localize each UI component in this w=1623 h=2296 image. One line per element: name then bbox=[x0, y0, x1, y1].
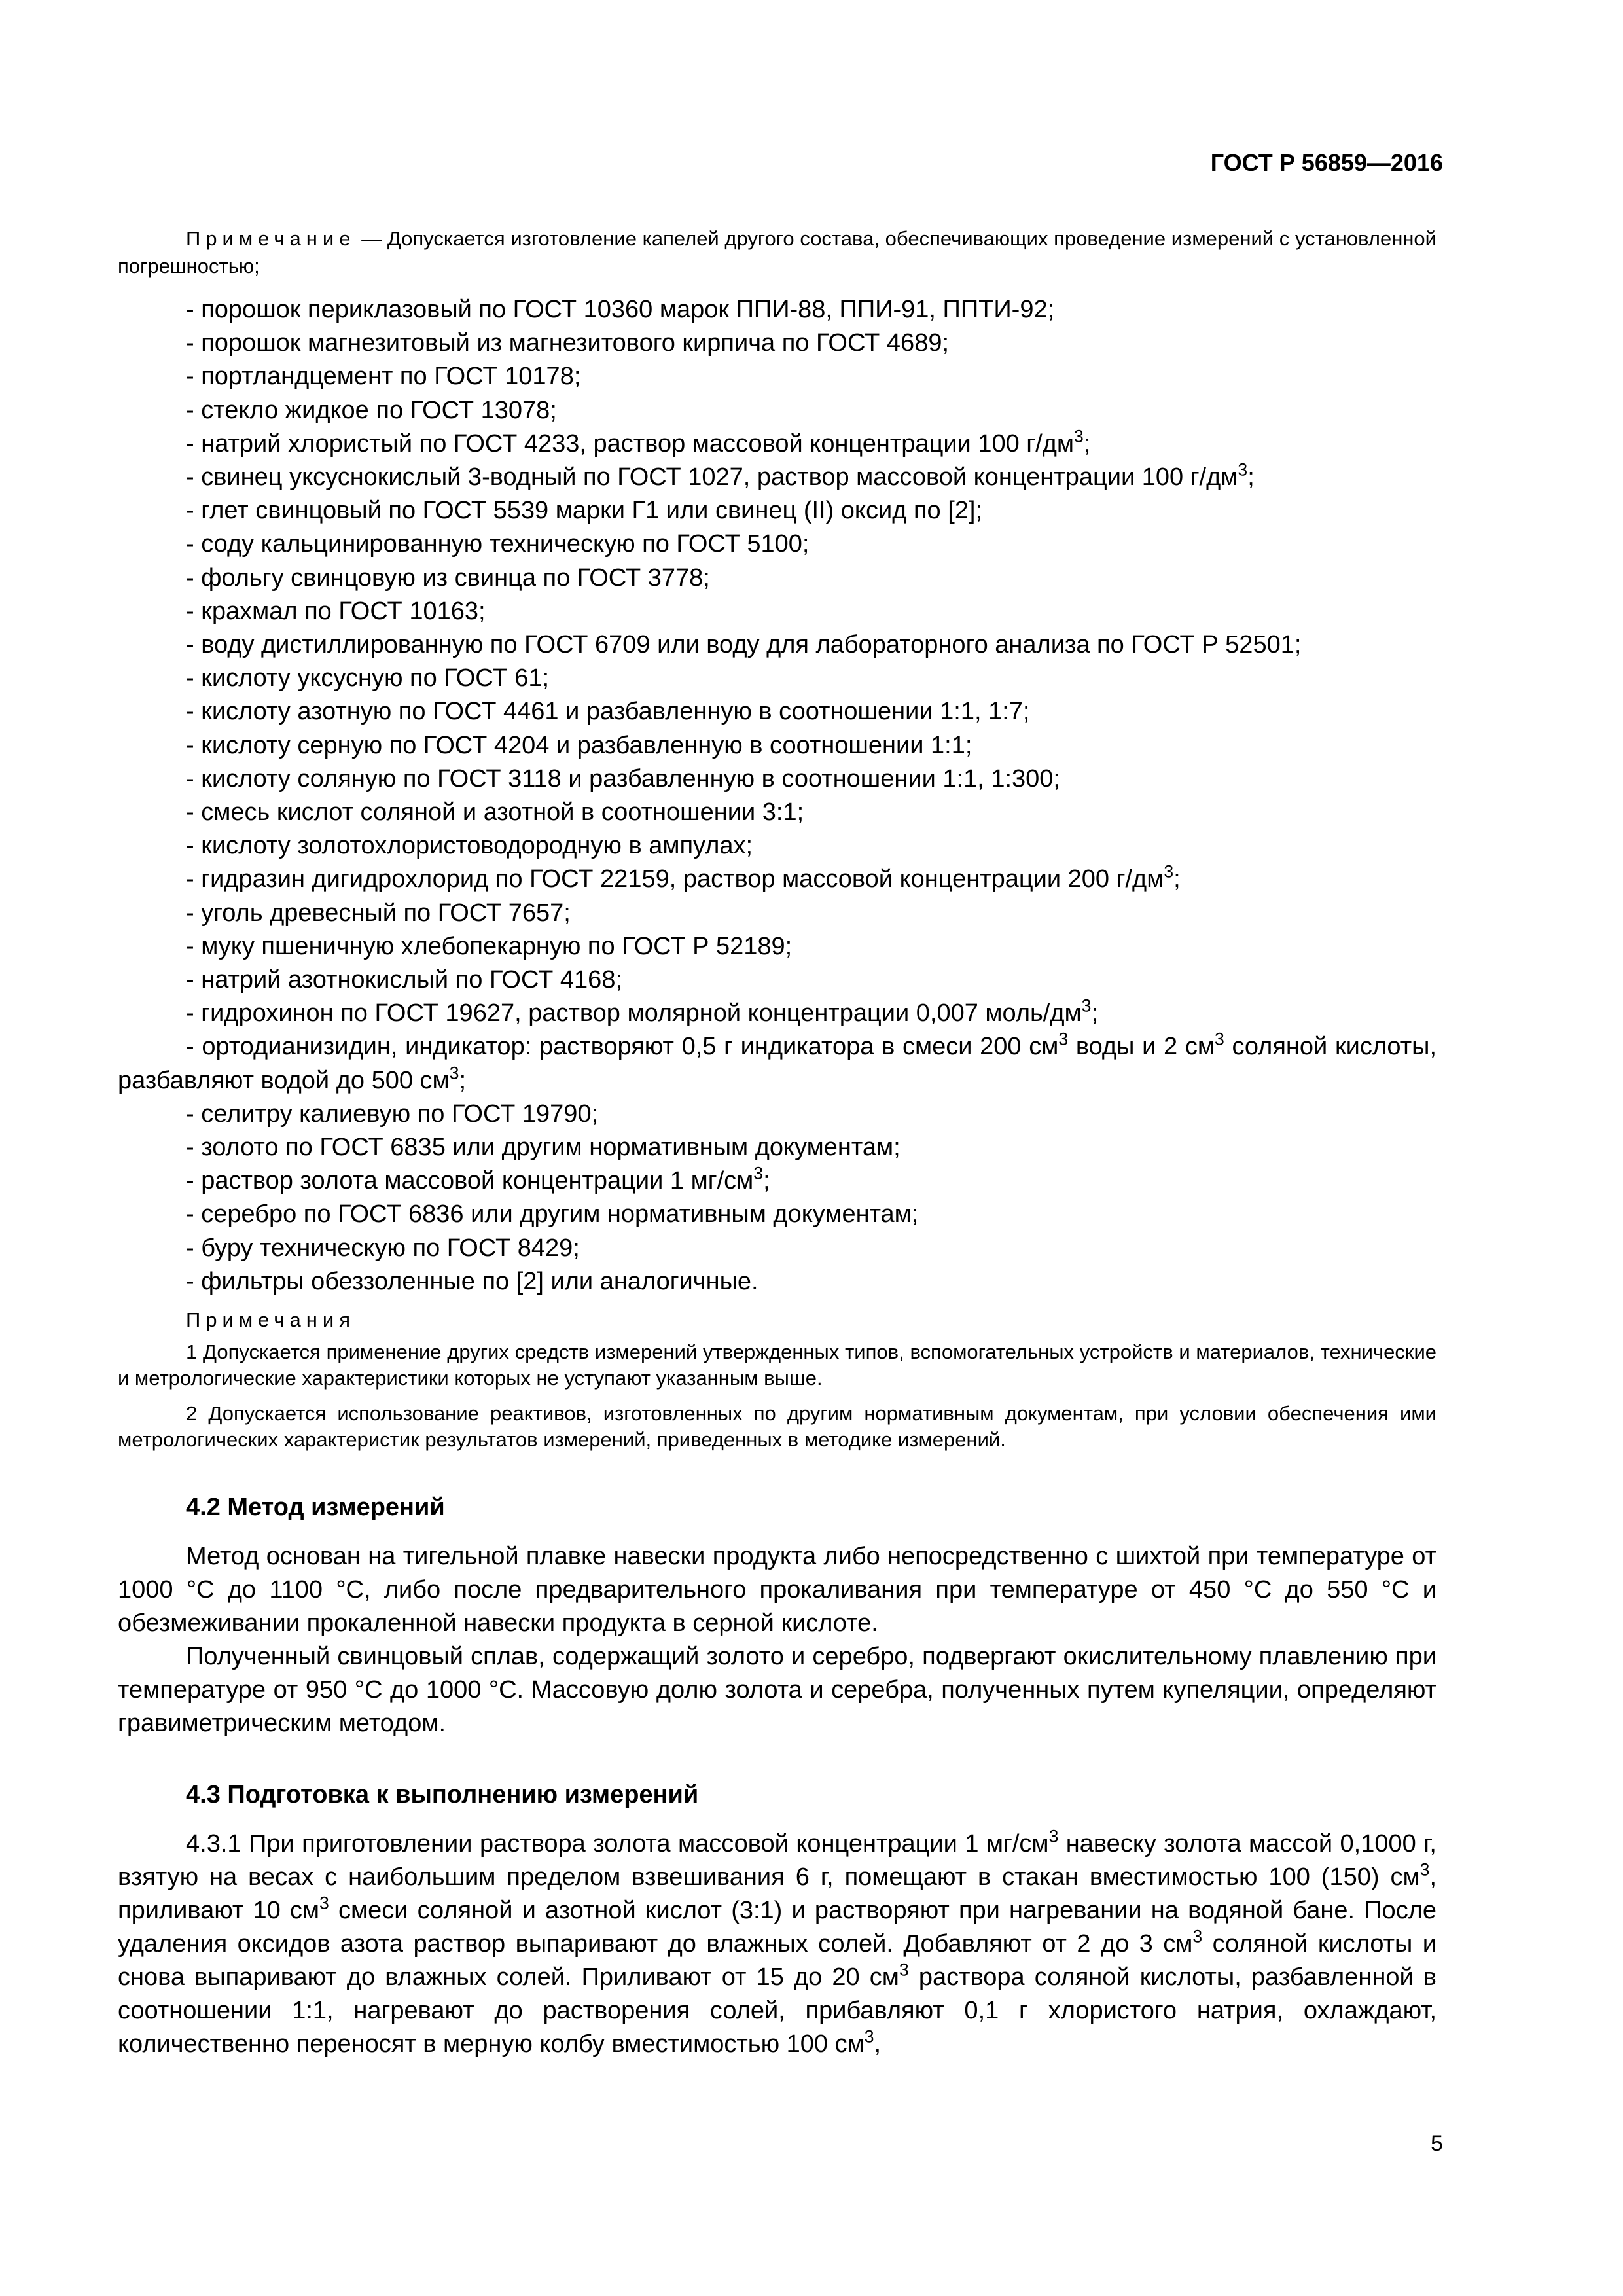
reagent-list-item bbox=[118, 662, 1436, 695]
reagent-list-item bbox=[118, 963, 1436, 997]
note-item-1: 1 Допускается применение других средств измерений утвержденных типов, вспомогательных устройств и материалов, технические и метрологические характеристики которых не уступают указанным выше. bbox=[118, 1340, 1436, 1390]
reagent-text: ; bbox=[1173, 865, 1181, 893]
superscript: 3 bbox=[1164, 861, 1174, 882]
superscript: 3 bbox=[1419, 1859, 1430, 1880]
reagent-text: - кислоту уксусную по ГОСТ 61; bbox=[186, 664, 550, 692]
reagent-text: - раствор золота массовой концентрации 1 мг/см bbox=[186, 1167, 754, 1195]
text-span: смеси соляной и азотной кислот (3:1) и растворяют при нагревании на водяной бане. После удаления оксидов азота раствор выпаривают до влажных солей. Добавляют от 2 до 3 см bbox=[118, 1897, 1436, 1958]
reagent-text: - буру техническую по ГОСТ 8429; bbox=[186, 1234, 580, 1262]
reagent-text: - фильтры обеззоленные по [2] или аналогичные. bbox=[186, 1267, 758, 1295]
section-heading-4-2: 4.2 Метод измерений bbox=[186, 1494, 445, 1522]
reagent-list-item bbox=[118, 494, 1436, 528]
paragraph-4-3-1 bbox=[118, 1827, 1436, 2061]
reagent-text: - ортодианизидин, индикатор: растворяют 0,5 г индикатора в смеси 200 см bbox=[186, 1033, 1059, 1061]
reagent-list-item bbox=[118, 327, 1436, 360]
reagent-list-item bbox=[118, 461, 1436, 494]
notes-heading: Примечания bbox=[186, 1308, 355, 1332]
document-id: ГОСТ Р 56859—2016 bbox=[1210, 149, 1443, 176]
superscript: 3 bbox=[1048, 1826, 1059, 1846]
page-content bbox=[118, 225, 1436, 2061]
reagent-text: - глет свинцовый по ГОСТ 5539 марки Г1 или свинец (II) оксид по [2]; bbox=[186, 497, 983, 525]
note-top bbox=[118, 225, 1436, 280]
note-label: Примечание bbox=[186, 227, 356, 250]
superscript: 3 bbox=[1074, 426, 1084, 446]
reagent-text: - муку пшеничную хлебопекарную по ГОСТ Р 52189; bbox=[186, 932, 793, 960]
superscript: 3 bbox=[1058, 1029, 1069, 1049]
reagent-text: ; bbox=[1091, 999, 1099, 1028]
text-span: , bbox=[874, 2030, 882, 2058]
reagent-text: - крахмал по ГОСТ 10163; bbox=[186, 597, 486, 625]
reagent-text: - свинец уксуснокислый 3-водный по ГОСТ 1027, раствор массовой концентрации 100 г/дм bbox=[186, 463, 1238, 492]
reagent-text: - порошок магнезитовый из магнезитового кирпича по ГОСТ 4689; bbox=[186, 329, 950, 357]
reagent-list-item bbox=[118, 762, 1436, 796]
note-text: — Допускается изготовление капелей другого состава, обеспечивающих проведение измерений с установленной погрешностью; bbox=[118, 227, 1436, 278]
reagent-list-item bbox=[118, 394, 1436, 427]
reagent-text: - смесь кислот соляной и азотной в соотношении 3:1; bbox=[186, 798, 804, 827]
reagent-list-item bbox=[118, 1164, 1436, 1198]
text-span: , приливают 10 см bbox=[118, 1863, 1436, 1925]
reagent-list bbox=[118, 293, 1436, 1299]
reagent-list-item bbox=[118, 1198, 1436, 1231]
reagent-text: - кислоту золотохлористоводородную в ампулах; bbox=[186, 832, 753, 860]
reagent-list-item bbox=[118, 562, 1436, 595]
page-number: 5 bbox=[1431, 2131, 1443, 2156]
reagent-text: - портландцемент по ГОСТ 10178; bbox=[186, 363, 581, 391]
reagent-text: соляной кислоты, разбавляют водой до 500 см bbox=[118, 1033, 1436, 1094]
reagent-list-item bbox=[118, 997, 1436, 1030]
reagent-text: - натрий хлористый по ГОСТ 4233, раствор массовой концентрации 100 г/дм bbox=[186, 429, 1075, 457]
superscript: 3 bbox=[864, 2026, 874, 2047]
text-span: навеску золота массой 0,1000 г, взятую на весах с наибольшим пределом взвешивания 6 г, помещают в стакан вместимостью 100 (150) см bbox=[118, 1830, 1436, 1892]
reagent-text: - порошок периклазовый по ГОСТ 10360 марок ППИ-88, ППИ-91, ППТИ-92; bbox=[186, 296, 1055, 323]
reagent-text: ; bbox=[763, 1167, 770, 1195]
reagent-list-item bbox=[118, 1030, 1436, 1097]
reagent-list-item bbox=[118, 829, 1436, 863]
reagent-text: - гидразин дигидрохлорид по ГОСТ 22159, раствор массовой концентрации 200 г/дм bbox=[186, 865, 1164, 893]
reagent-list-item bbox=[118, 1265, 1436, 1299]
superscript: 3 bbox=[1081, 996, 1092, 1016]
reagent-list-item bbox=[118, 1131, 1436, 1164]
reagent-list-item bbox=[118, 595, 1436, 628]
reagent-text: - золото по ГОСТ 6835 или другим нормативным документам; bbox=[186, 1134, 901, 1162]
reagent-text: - уголь древесный по ГОСТ 7657; bbox=[186, 899, 571, 927]
section-heading-4-3: 4.3 Подготовка к выполнению измерений bbox=[186, 1781, 699, 1809]
note-item-2: 2 Допускается использование реактивов, изготовленных по другим нормативным документам, при условии обеспечения ими метрологических характеристик результатов измерений, приведенных в методике измерений. bbox=[118, 1402, 1436, 1452]
reagent-text: - кислоту соляную по ГОСТ 3118 и разбавленную в соотношении 1:1, 1:300; bbox=[186, 764, 1060, 793]
reagent-text: - серебро по ГОСТ 6836 или другим нормативным документам; bbox=[186, 1200, 919, 1229]
text-span: соляной кислоты и снова выпаривают до влажных солей. Приливают от 15 до 20 см bbox=[118, 1930, 1437, 1992]
reagent-list-item bbox=[118, 695, 1436, 728]
reagent-text: - кислоту серную по ГОСТ 4204 и разбавленную в соотношении 1:1; bbox=[186, 731, 972, 759]
superscript: 3 bbox=[1214, 1029, 1224, 1049]
reagent-text: ; bbox=[1083, 429, 1091, 457]
superscript: 3 bbox=[1192, 1926, 1203, 1946]
reagent-list-item bbox=[118, 360, 1436, 393]
reagent-text: ; bbox=[459, 1066, 467, 1094]
text-span: 4.3.1 При приготовлении раствора золота массовой концентрации 1 мг/см bbox=[186, 1830, 1049, 1858]
superscript: 3 bbox=[753, 1163, 764, 1183]
reagent-list-item bbox=[118, 1098, 1436, 1131]
superscript: 3 bbox=[449, 1063, 459, 1083]
reagent-list-item bbox=[118, 1232, 1436, 1265]
reagent-text: воды и 2 см bbox=[1068, 1033, 1215, 1061]
reagent-list-item bbox=[118, 628, 1436, 662]
reagent-list-item bbox=[118, 427, 1436, 461]
reagent-list-item bbox=[118, 293, 1436, 327]
superscript: 3 bbox=[319, 1893, 329, 1913]
reagent-text: - фольгу свинцовую из свинца по ГОСТ 3778; bbox=[186, 564, 710, 592]
reagent-list-item bbox=[118, 863, 1436, 896]
superscript: 3 bbox=[1238, 459, 1248, 480]
reagent-text: - кислоту азотную по ГОСТ 4461 и разбавленную в соотношении 1:1, 1:7; bbox=[186, 698, 1030, 726]
reagent-list-item bbox=[118, 930, 1436, 963]
paragraph-4-2-2: Полученный свинцовый сплав, содержащий золото и серебро, подвергают окислительному плавлению при температуре от 950 °С до 1000 °С. Массовую долю золота и серебра, полученных путем купеляции, определяют гравиметрическим методом. bbox=[118, 1643, 1436, 1738]
reagent-list-item bbox=[118, 729, 1436, 762]
reagent-text: - стекло жидкое по ГОСТ 13078; bbox=[186, 396, 557, 424]
reagent-list-item bbox=[118, 897, 1436, 930]
text-span: раствора соляной кислоты, разбавленной в соотношении 1:1, нагревают до растворения солей, прибавляют 0,1 г хлористого натрия, охлаждают, количественно переносят в мерную колбу вместимостью 100 см bbox=[118, 1964, 1436, 2058]
paragraph-4-2-1: Метод основан на тигельной плавке навески продукта либо непосредственно с шихтой при температуре от 1000 °С до 1100 °С, либо после предварительного прокаливания при температуре от 450 °С до 550 °С и обезмеживании прокаленной навески продукта в серной кислоте. bbox=[118, 1543, 1436, 1638]
reagent-list-item bbox=[118, 528, 1436, 561]
reagent-text: - воду дистиллированную по ГОСТ 6709 или воду для лабораторного анализа по ГОСТ Р 52501; bbox=[186, 631, 1302, 659]
reagent-text: - селитру калиевую по ГОСТ 19790; bbox=[186, 1100, 599, 1128]
reagent-text: - гидрохинон по ГОСТ 19627, раствор молярной концентрации 0,007 моль/дм bbox=[186, 999, 1082, 1028]
reagent-text: ; bbox=[1247, 463, 1255, 492]
superscript: 3 bbox=[899, 1960, 909, 1980]
reagent-list-item bbox=[118, 796, 1436, 829]
reagent-text: - соду кальцинированную техническую по ГОСТ 5100; bbox=[186, 530, 810, 558]
reagent-text: - натрий азотнокислый по ГОСТ 4168; bbox=[186, 966, 623, 994]
